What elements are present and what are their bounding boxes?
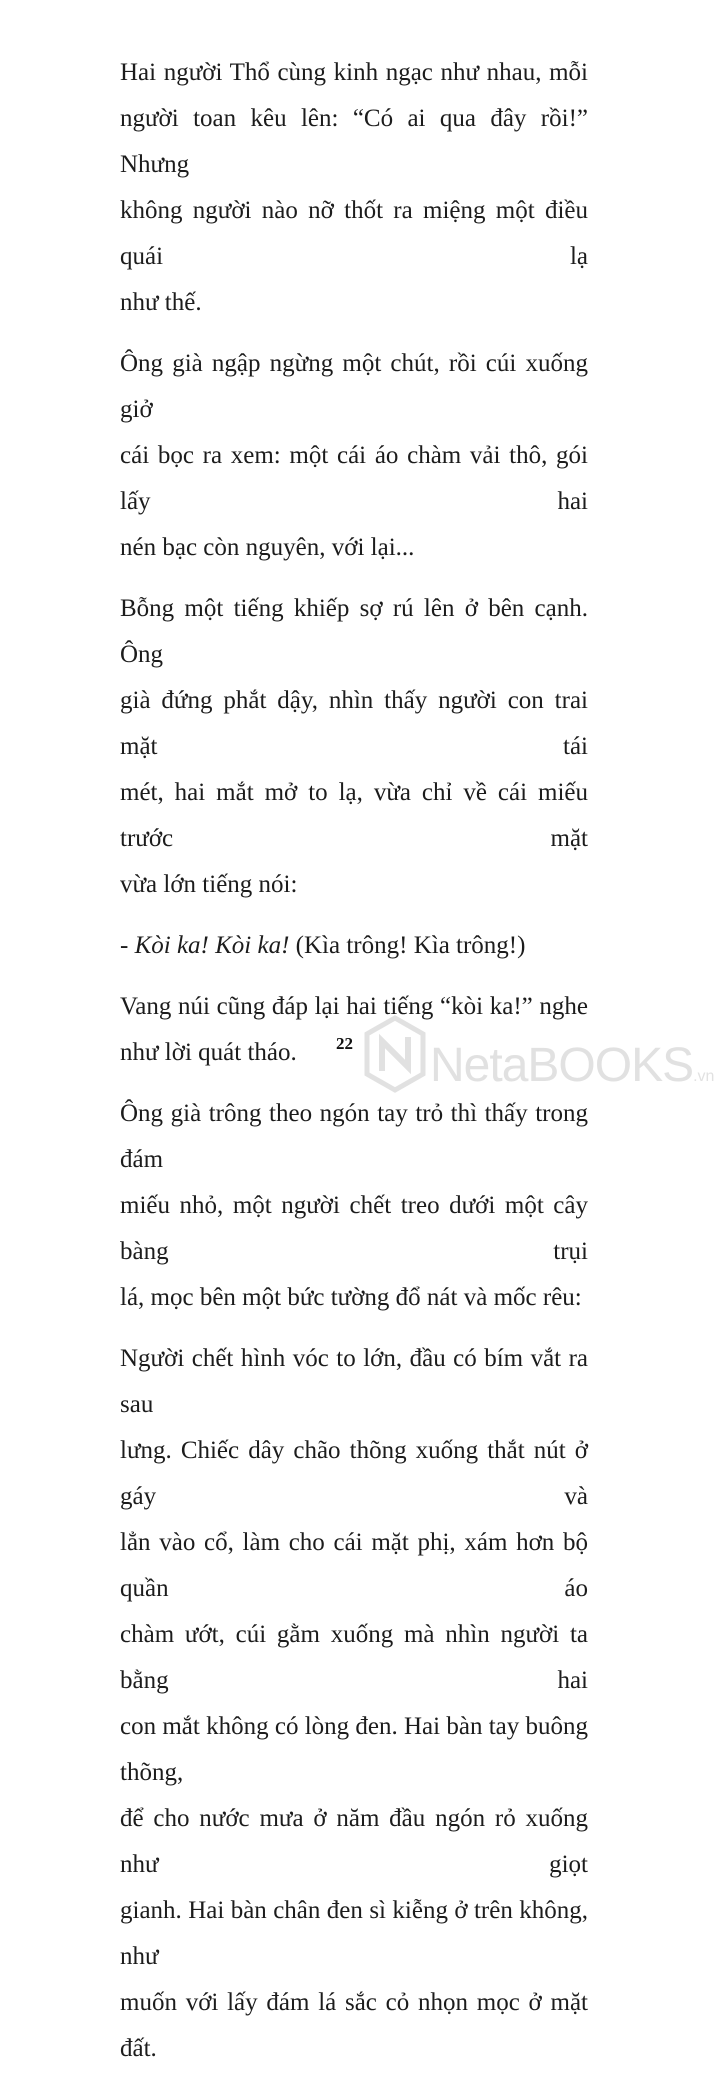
dialogue-italic: Kòi ka! Kòi ka! (134, 932, 290, 959)
text-line: lưng. Chiếc dây chão thõng xuống thắt nút ở gáy và (120, 1437, 588, 1510)
paragraph (120, 1336, 588, 2072)
text-line: già đứng phắt dậy, nhìn thấy người con trai mặt tái (120, 687, 588, 760)
text-line: chàm ướt, cúi gằm xuống mà nhìn người ta bằng hai (120, 1621, 588, 1694)
text-line: mét, hai mắt mở to lạ, vừa chỉ về cái miếu trước mặt (120, 779, 588, 852)
text-line: lá, mọc bên một bức tường đổ nát và mốc rêu: (120, 1284, 582, 1311)
text-line: muốn với lấy đám lá sắc cỏ nhọn mọc ở mặt đất. (120, 1989, 588, 2062)
paragraph (120, 586, 588, 908)
text-line: như lời quát tháo. (120, 1039, 297, 1066)
text-line: con mắt không có lòng đen. Hai bàn tay buông thõng, (120, 1713, 588, 1786)
text-line: Vang núi cũng đáp lại hai tiếng “kòi ka!” nghe (120, 993, 588, 1020)
text-line: như thế. (120, 289, 202, 316)
text-line: Người chết hình vóc to lớn, đầu có bím vắt ra sau (120, 1345, 588, 1418)
text-line: cái bọc ra xem: một cái áo chàm vải thô, gói lấy hai (120, 442, 588, 515)
text-line: Bỗng một tiếng khiếp sợ rú lên ở bên cạnh. Ông (120, 595, 588, 668)
page-number: 22 (336, 1034, 353, 1053)
text-line: miếu nhỏ, một người chết treo dưới một cây bàng trụi (120, 1192, 588, 1265)
paragraph (120, 341, 588, 571)
text-line: Ông già ngập ngừng một chút, rồi cúi xuống giở (120, 350, 588, 423)
text-line: người toan kêu lên: “Có ai qua đây rồi!” Nhưng (120, 105, 588, 178)
text-line: Hai người Thổ cùng kinh ngạc như nhau, mỗi (120, 59, 588, 86)
paragraph (120, 984, 588, 1076)
dialogue-line (120, 923, 588, 969)
text-line: không người nào nỡ thốt ra miệng một điều quái lạ (120, 197, 588, 270)
text-line: để cho nước mưa ở năm đầu ngón rỏ xuống như giọt (120, 1805, 588, 1878)
dialogue-dash: - (120, 932, 135, 959)
text-line: vừa lớn tiếng nói: (120, 871, 298, 898)
body-text (120, 50, 588, 2087)
watermark-suffix: .vn (693, 1068, 714, 1085)
paragraph (120, 50, 588, 326)
text-line: lẳn vào cổ, làm cho cái mặt phị, xám hơn bộ quần áo (120, 1529, 588, 1602)
dialogue-translation: (Kìa trông! Kìa trông!) (289, 932, 526, 959)
watermark-brand: NetaBOOKS (430, 1039, 694, 1092)
paragraph (120, 1091, 588, 1321)
text-line: Ông già trông theo ngón tay trỏ thì thấy trong đám (120, 1100, 588, 1173)
text-line: gianh. Hai bàn chân đen sì kiễng ở trên không, như (120, 1897, 588, 1970)
text-line: nén bạc còn nguyên, với lại... (120, 534, 415, 561)
